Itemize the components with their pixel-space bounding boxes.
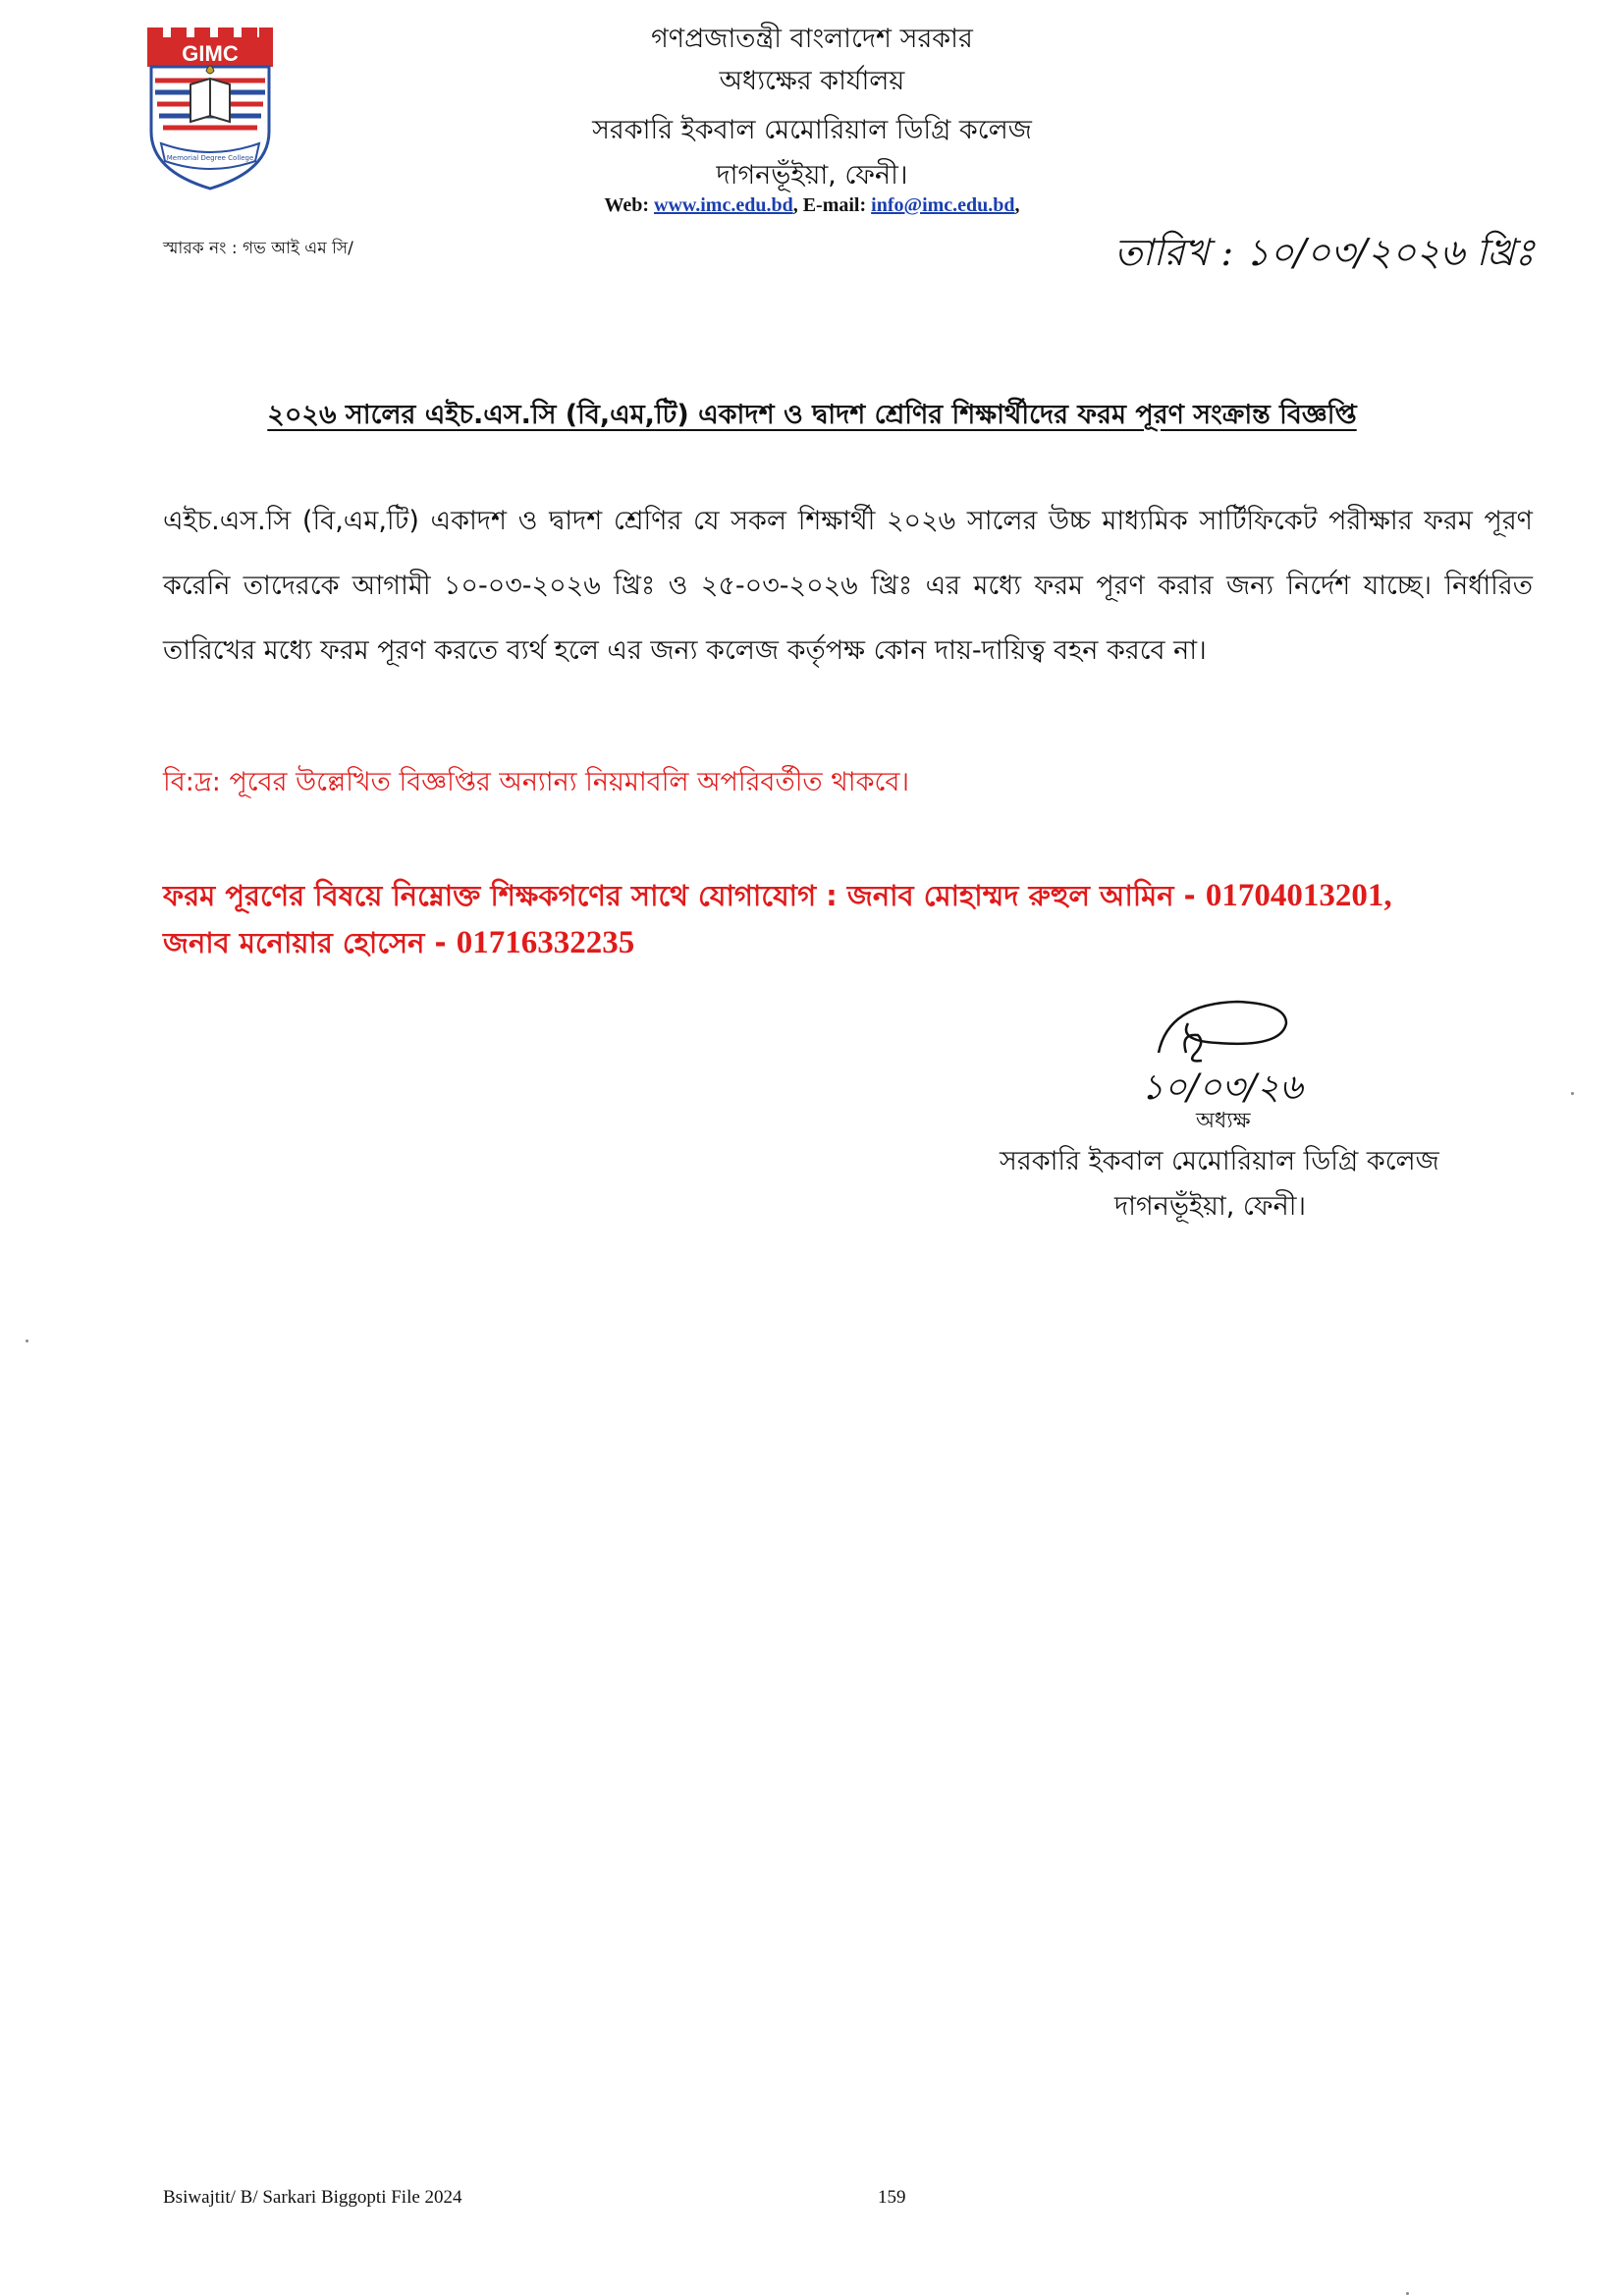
header-location: দাগনভূঁইয়া, ফেনী। [716,160,908,191]
website-link[interactable]: www.imc.edu.bd [654,194,793,216]
logo-ribbon-text: Memorial Degree College [166,154,254,162]
trailing-comma: , [1014,194,1020,216]
email-label: , E-mail: [792,194,872,216]
scan-speck [26,1339,28,1342]
notice-title [0,395,1624,439]
notice-note: বি:দ্র: পূবের উল্লেখিত বিজ্ঞপ্তির অন্যান্য নিয়মাবলি অপরিবর্তীত থাকবে। [163,767,910,797]
notice-body: এইচ.এস.সি (বি,এম,টি) একাদশ ও দ্বাদশ শ্রেণির যে সকল শিক্ষার্থী ২০২৬ সালের উচ্চ মাধ্যমিক সার্টিফিকেট পরীক্ষার ফরম পূরণ করেনি তাদেরকে আগামী ১০-০৩-২০২৬ খ্রিঃ ও ২৫-০৩-২০২৬ খ্রিঃ এর মধ্যে ফরম পূরণ করার জন্য নির্দেশ যাচ্ছে। নির্ধারিত তারিখের মধ্যে ফরম পূরণ করতে ব্যর্থ হলে এর জন্য কলেজ কর্তৃপক্ষ কোন দায়-দায়িত্ব বহন করবে না। [163,506,1533,666]
header-office: অধ্যক্ষের কার্যালয় [719,66,905,96]
contact-phone-1: 01704013201, [1205,878,1392,913]
signatory-institution: সরকারি ইকবাল মেমোরিয়াল ডিগ্রি কলেজ [1000,1146,1439,1176]
footer-file-reference: Bsiwajtit/ B/ Sarkari Biggopti File 2024 [163,2187,462,2208]
logo-text: GIMC [182,41,239,66]
scan-speck [1571,1092,1574,1095]
email-link[interactable]: info@imc.edu.bd [871,194,1015,216]
web-label: Web: [604,194,654,216]
signatory-place: দাগনভূঁইয়া, ফেনী। [1114,1191,1307,1222]
handwritten-date: তারিখ : ১০/০৩/২০২৬ খ্রিঃ [1114,231,1535,274]
contact-info [163,872,1538,966]
contact-intro: ফরম পূরণের বিষয়ে নিম্নোক্ত শিক্ষকগণের সাথে যোগাযোগ : জনাব মোহাম্মদ রুহুল আমিন - [163,879,1206,912]
memo-number: স্মারক নং : গভ আই এম সি/ [163,239,353,258]
header-government: গণপ্রজাতন্ত্রী বাংলাদেশ সরকার [651,24,973,54]
scan-speck [1406,2292,1409,2295]
contact-name-2: জনাব মনোয়ার হোসেন - [163,926,457,959]
header-contact-line [0,194,1624,217]
contact-phone-2: 01716332235 [456,925,635,960]
page-number: 159 [878,2187,906,2208]
header-college: সরকারি ইকবাল মেমোরিয়াল ডিগ্রি কলেজ [592,115,1032,145]
notice-title-text: ২০২৬ সালের এইচ.এস.সি (বি,এম,টি) একাদশ ও দ্বাদশ শ্রেণির শিক্ষার্থীদের ফরম পূরণ সংক্রান্ত বিজ্ঞপ্তি [267,400,1357,430]
signatory-role: অধ্যক্ষ [1196,1109,1251,1133]
signature-date: ১০/০৩/২৬ [1141,1067,1303,1108]
